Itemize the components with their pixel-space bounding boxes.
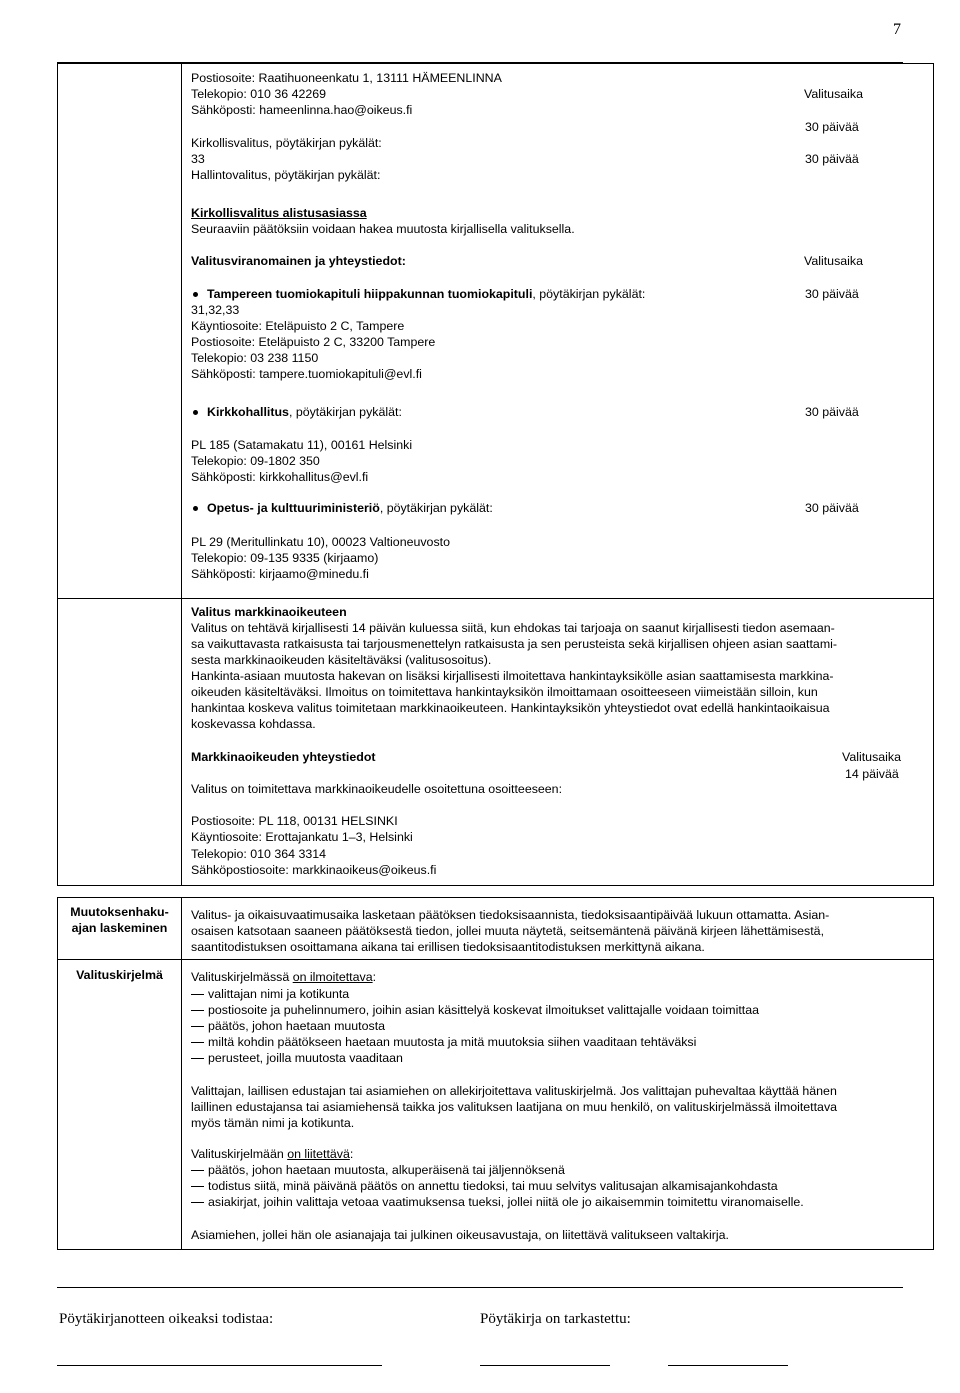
market-court-p2-line: Hankinta-asiaan muutosta hakevan on lisäksi kirjallisesti ilmoitettava hankintayksikölle asian saattamisesta markkina- [191,669,834,683]
ministry-postal: PL 29 (Meritullinkatu 10), 00023 Valtioneuvosto [191,535,450,549]
market-court-deadline: 14 päivää [845,767,899,781]
market-court-p2-line: hankintaa koskeva valitus toimitetaan markkinaoikeuteen. Hankintayksikön yhteystiedot ovat edellä hankintaoikaisua [191,701,830,715]
market-court-p1-line: Valitus on tehtävä kirjallisesti 14 päivän kuluessa siitä, kun ehdokas tai tarjoaja on saanut kirjallisesti tiedon asemaan- [191,621,835,635]
market-court-p2-line: koskevassa kohdassa. [191,717,316,731]
attach-intro-underlined: on liitettävä [287,1147,350,1161]
kirkkohallitus-name-bold: Kirkkohallitus [207,405,289,419]
church-case-heading: Kirkollisvalitus alistusasiassa [191,206,367,220]
ministry-name [207,500,493,516]
deadline-header-1: Valitusaika [804,87,864,101]
row-divider [57,959,934,960]
market-court-p1-line: sa vaikuttavasta ratkaisusta tai tarjousmenettelyn ratkaisusta ja sen perusteista sekä kirjallisen ohjeen asian saattami- [191,637,838,651]
market-court-fax: Telekopio: 010 364 3314 [191,847,327,861]
church-appeal-sections: 33 [191,152,205,166]
attachment-item: asiakirjat, joihin valittaja vetoaa vaatimuksensa tueksi, jollei niitä ole jo aikaisemmin toimitettu viranomaiselle. [208,1195,804,1209]
dash-icon [191,1058,204,1059]
dash-icon [191,994,204,995]
market-court-postal: Postiosoite: PL 118, 00131 HELSINKI [191,814,398,828]
required-item: valittajan nimi ja kotikunta [208,987,350,1001]
authority-heading: Valitusviranomainen ja yhteystiedot: [191,254,406,268]
market-court-email: Sähköpostiosoite: markkinaoikeus@oikeus.fi [191,863,437,877]
appeal-authorities-box [57,63,934,886]
column-divider-upper [181,63,182,886]
bullet-icon [193,410,198,415]
tampere-name-rest: , pöytäkirjan pykälät: [532,287,646,301]
signature-line: laillinen edustajansa tai asiamiehensä taikka jos valituksen laatijana on muu henkilö, on valituskirjelmässä ilmoitettava [191,1100,838,1114]
admin-appeal-label: Hallintovalitus, pöytäkirjan pykälät: [191,168,381,182]
hameenlinna-postal: Postiosoite: Raatihuoneenkatu 1, 13111 HÄMEENLINNA [191,71,502,85]
kirkkohallitus-name-rest: , pöytäkirjan pykälät: [288,405,402,419]
ministry-deadline: 30 päivää [805,501,859,515]
attach-intro-post: : [349,1147,354,1161]
dash-icon [191,1026,204,1027]
required-item: perusteet, joilla muutosta vaaditaan [208,1051,403,1065]
required-item: postiosoite ja puhelinnumero, joihin asian käsittelyä koskevat ilmoitukset valittajalle voidaan toimittaa [208,1003,759,1017]
market-court-visit: Käyntiosoite: Erottajankatu 1–3, Helsinki [191,830,413,844]
kirkkohallitus-fax: Telekopio: 09-1802 350 [191,454,320,468]
ministry-email: Sähköposti: kirjaamo@minedu.fi [191,567,369,581]
column-divider-lower [181,897,182,1250]
signature-line-checker-2 [668,1365,788,1366]
market-court-deadline-header: Valitusaika [842,750,902,764]
attach-intro [191,1146,353,1162]
appeal-doc-intro [191,969,376,985]
tampere-postal: Postiosoite: Eteläpuisto 2 C, 33200 Tampere [191,335,436,349]
signature-line: myös tämän nimi ja kotikunta. [191,1116,355,1130]
dash-icon [191,1042,204,1043]
tampere-fax: Telekopio: 03 238 1150 [191,351,319,365]
kirkkohallitus-email: Sähköposti: kirkkohallitus@evl.fi [191,470,369,484]
tampere-name [207,286,645,302]
required-item: miltä kohdin päätökseen haetaan muutosta ja mitä muutoksia siihen vaaditaan tehtäväksi [208,1035,697,1049]
required-item: päätös, johon haetaan muutosta [208,1019,386,1033]
checked-label: Pöytäkirja on tarkastettu: [480,1311,631,1327]
ministry-fax: Telekopio: 09-135 9335 (kirjaamo) [191,551,379,565]
market-court-p1-line: sesta markkinaoikeuden käsiteltäväksi (valitusosoitus). [191,653,492,667]
deadline-calc-line: Valitus- ja oikaisuvaatimusaika lasketaan päätöksen tiedoksisaannista, tiedoksisaantipäivää lukuun ottamatta. Asian- [191,908,830,922]
dash-icon [191,1186,204,1187]
kirkkohallitus-postal: PL 185 (Satamakatu 11), 00161 Helsinki [191,438,413,452]
tampere-sections: 31,32,33 [191,303,240,317]
deadline-calc-line: osaisen katsotaan saaneen päätöksestä tiedon, jollei muuta näytetä, seitsemäntenä päivänä kirjeen lähettämisestä, [191,924,825,938]
hameenlinna-fax: Telekopio: 010 36 42269 [191,87,327,101]
ministry-name-bold: Opetus- ja kulttuuriministeriö [207,501,380,515]
bullet-icon [193,506,198,511]
dash-icon [191,1170,204,1171]
attorney-note: Asiamiehen, jollei hän ole asianajaja tai julkinen oikeusavustaja, on liitettävä valitukseen valtakirja. [191,1228,729,1242]
attachment-item: päätös, johon haetaan muutosta, alkuperäisenä tai jäljennöksenä [208,1163,565,1177]
appeal-doc-intro-pre: Valituskirjelmässä [191,970,293,984]
deadline-calc-label-line1: Muutoksenhaku- [70,905,169,919]
market-court-divider [57,598,934,599]
appeal-doc-label: Valituskirjelmä [76,968,163,982]
page-number: 7 [893,21,901,38]
signature-line: Valittajan, laillisen edustajan tai asiamiehen on allekirjoitettava valituskirjelmä. Jos valittajan puhevaltaa käyttää hänen [191,1084,837,1098]
church-appeal-label: Kirkollisvalitus, pöytäkirjan pykälät: [191,136,382,150]
tampere-email: Sähköposti: tampere.tuomiokapituli@evl.fi [191,367,422,381]
tampere-visit: Käyntiosoite: Eteläpuisto 2 C, Tampere [191,319,405,333]
market-court-heading: Valitus markkinaoikeuteen [191,605,347,619]
deadline-header-2: Valitusaika [804,254,864,268]
signature-line-checker-1 [480,1365,610,1366]
hameenlinna-email: Sähköposti: hameenlinna.hao@oikeus.fi [191,103,413,117]
kirkkohallitus-deadline: 30 päivää [805,405,859,419]
certify-label: Pöytäkirjanotteen oikeaksi todistaa: [59,1311,274,1327]
appeal-doc-intro-post: : [372,970,377,984]
kirkkohallitus-name [207,404,402,420]
deadline-church: 30 päivää [805,120,859,134]
bullet-icon [193,292,198,297]
dash-icon [191,1010,204,1011]
deadline-admin: 30 päivää [805,152,859,166]
market-court-p2-line: oikeuden käsiteltäväksi. Ilmoitus on toimitettava hankintayksikön ilmoittamaan osoitteeseen viimeistään silloin, kun [191,685,818,699]
church-case-text: Seuraaviin päätöksiin voidaan hakea muutosta kirjallisella valituksella. [191,222,575,236]
attachment-item: todistus siitä, minä päivänä päätös on annettu tiedoksi, tai muu selvitys valitusajan alkamisajankohdasta [208,1179,778,1193]
tampere-deadline: 30 päivää [805,287,859,301]
signature-line-certify [57,1365,382,1366]
market-court-contact-heading: Markkinaoikeuden yhteystiedot [191,750,376,764]
footer-rule [57,1287,903,1288]
appeal-doc-intro-underlined: on ilmoitettava [292,970,373,984]
dash-icon [191,1202,204,1203]
attach-intro-pre: Valituskirjelmään [191,1147,288,1161]
deadline-calc-label-line2: ajan laskeminen [71,921,168,935]
deadline-calc-line: saantitodistuksen osoittamana aikana tai erillisen tiedoksisaantitodistuksen merkittynä aikana. [191,940,705,954]
market-court-deliver-text: Valitus on toimitettava markkinaoikeudelle osoitettuna osoitteeseen: [191,782,563,796]
tampere-name-bold: Tampereen tuomiokapituli hiippakunnan tuomiokapituli [207,287,533,301]
ministry-name-rest: , pöytäkirjan pykälät: [379,501,493,515]
